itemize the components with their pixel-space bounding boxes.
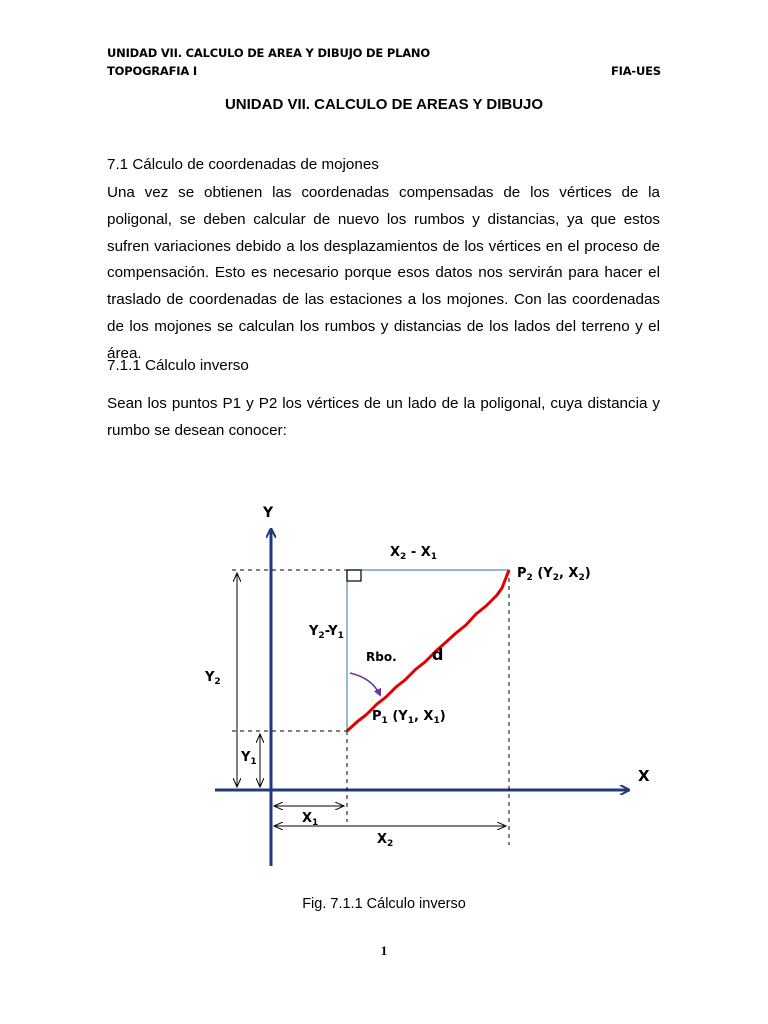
x2-dimension-label: $X_2$: [377, 832, 394, 849]
x1-dimension-label: $X_1$: [302, 811, 319, 828]
rumbo-label: Rbo.: [366, 650, 397, 664]
delta-x-label: $X_2 - X_1$: [390, 545, 438, 562]
x-axis-label: X: [638, 767, 650, 785]
delta-y-label: $Y_2-Y_1$: [309, 624, 344, 641]
section-paragraph-coordenadas: Una vez se obtienen las coordenadas compensadas de los vértices de la poligonal, se deben calcular de nuevo los rumbos y distancias, ya que estos sufren variaciones debido a los desplazamientos de los vértices en el proceso de compensación. Esto es necesario porque esos datos nos servirán para hacer el traslado de coordenadas de las estaciones a los mojones. Con las coordenadas de los mojones se calculan los rumbos y distancias de los lados del terreno y el área.: [107, 184, 660, 362]
figure-caption: Fig. 7.1.1 Cálculo inverso: [302, 896, 466, 912]
header-course-name: TOPOGRAFIA I: [107, 64, 197, 78]
right-angle-marker: [347, 570, 361, 581]
p1-label: $P_1$ ($Y_1$, $X_1$): [372, 709, 446, 726]
page-number: 1: [380, 943, 388, 958]
p2-label: $P_2$ ($Y_2$, $X_2$): [517, 566, 591, 583]
header-document-title: UNIDAD VII. CALCULO DE AREA Y DIBUJO DE PLANO: [107, 46, 430, 60]
y1-dimension-label: $Y_1$: [241, 750, 257, 767]
rumbo-arrow: [350, 673, 380, 695]
section-heading-coordenadas: 7.1 Cálculo de coordenadas de mojones: [107, 156, 379, 173]
y2-dimension-label: $Y_2$: [205, 670, 221, 687]
y-axis-label: Y: [263, 505, 274, 521]
header-institution: FIA-UES: [611, 64, 661, 78]
section-heading-calculo-inverso: 7.1.1 Cálculo inverso: [107, 357, 249, 374]
distance-label: d: [432, 645, 444, 664]
page-title: UNIDAD VII. CALCULO DE AREAS Y DIBUJO: [224, 96, 544, 113]
section-paragraph-calculo-inverso: Sean los puntos P1 y P2 los vértices de un lado de la poligonal, cuya distancia y rumbo se desean conocer:: [107, 395, 660, 439]
